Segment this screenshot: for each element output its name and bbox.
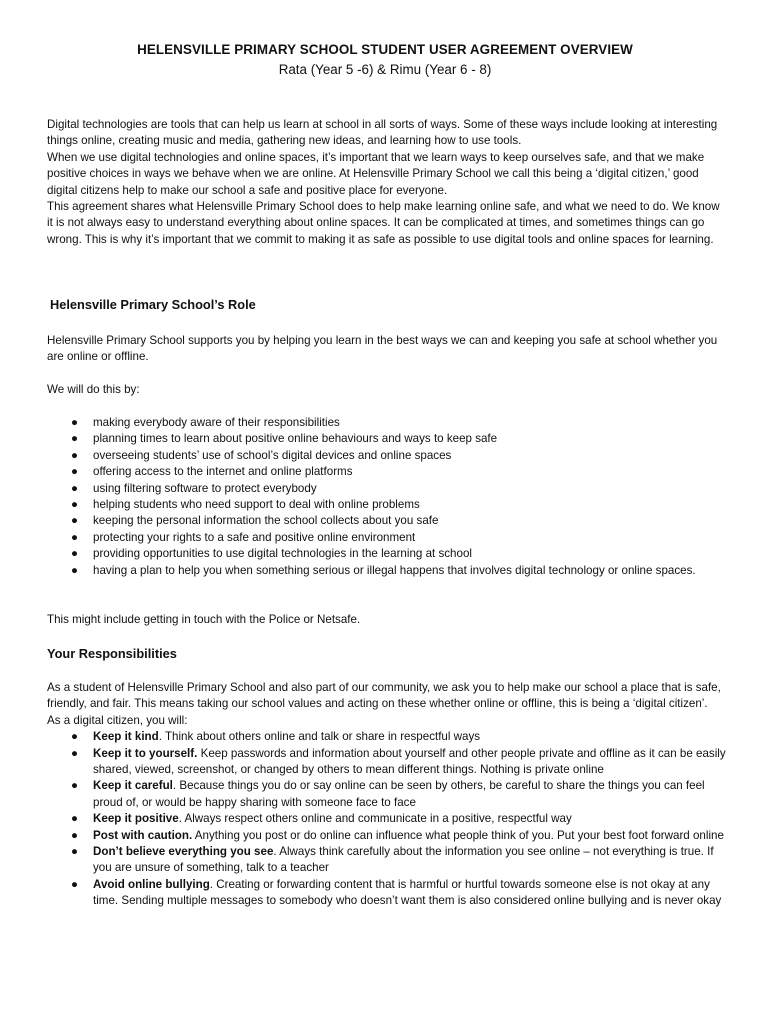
role-para-1: Helensville Primary School supports you by helping you learn in the best ways we can and keeping you safe at school whether you are online or offline. (47, 334, 718, 364)
list-item: ● helping students who need support to deal with online problems (47, 497, 727, 513)
bullet-icon: ● (71, 812, 79, 826)
role-heading: Helensville Primary School’s Role (50, 297, 256, 312)
list-item: ● making everybody aware of their responsibilities (47, 415, 727, 431)
role-closing: This might include getting in touch with the Police or Netsafe. (47, 613, 361, 626)
responsibilities-section (47, 680, 727, 910)
intro-paragraph-3: This agreement shares what Helensville Primary School does to help make learning online safe, and what we need to do. We know it is not always easy to understand everything about online spaces. It can be complicated at times, and sometimes things can go wrong. This is why it’s important that we commit to making it as safe as possible to use digital tools and online spaces for learning. (47, 200, 720, 246)
list-item: ● providing opportunities to use digital technologies in the learning at school (47, 546, 727, 562)
list-item: ● Keep it careful. Because things you do or say online can be seen by others, be careful to share the things you can feel proud of, or would be happy sharing with someone face to face (71, 779, 705, 809)
bullet-icon: ● (71, 481, 79, 495)
bullet-icon: ● (71, 416, 79, 429)
bullet-icon: ● (71, 465, 79, 479)
list-item: ● Keep it positive. Always respect others online and communicate in a positive, respectful way (47, 811, 727, 827)
list-item: ● Keep it kind. Think about others online and talk or share in respectful ways (47, 729, 727, 745)
list-item: ● keeping the personal information the school collects about you safe (47, 513, 727, 529)
bullet-icon: ● (71, 845, 79, 859)
role-list (47, 415, 727, 579)
bullet-icon: ● (71, 514, 79, 528)
list-item: ● Don’t believe everything you see. Always think carefully about the information you see online – not everything is true. If you are unsure of something, talk to a teacher (71, 845, 714, 875)
list-item: ● Post with caution. Anything you post or do online can influence what people think of you. Put your best foot forward online (47, 828, 727, 844)
bullet-icon: ● (71, 530, 79, 544)
list-item: ● planning times to learn about positive online behaviours and ways to keep safe (47, 431, 727, 447)
bullet-icon: ● (71, 563, 79, 577)
intro-section (47, 117, 727, 248)
bullet-icon: ● (71, 877, 79, 891)
list-item: ● using filtering software to protect everybody (47, 481, 727, 497)
list-item: ● having a plan to help you when something serious or illegal happens that involves digital technology or online spaces. (47, 563, 727, 579)
bullet-icon: ● (71, 730, 79, 744)
bullet-icon: ● (71, 779, 79, 793)
list-item: ● Keep it to yourself. Keep passwords and information about yourself and other people private and offline as it can be easily shared, viewed, screenshot, or changed by others to mean different things. Nothing is private online (71, 746, 726, 777)
responsibilities-heading: Your Responsibilities (47, 646, 177, 661)
list-item: ● Avoid online bullying. Creating or forwarding content that is harmful or hurtful towards someone else is not okay at any time. Sending multiple messages to somebody who doesn’t want them is also considered online bullying and is never okay (71, 877, 722, 908)
bullet-icon: ● (71, 828, 79, 842)
bullet-icon: ● (71, 547, 79, 561)
bullet-icon: ● (71, 746, 79, 760)
list-item: ● offering access to the internet and online platforms (47, 464, 727, 480)
bullet-icon: ● (71, 432, 79, 446)
intro-paragraph-1: Digital technologies are tools that can help us learn at school in all sorts of ways. Some of these ways include looking at interesting things online, creating music and media, gathering new ideas, and learning how to use tools. (47, 118, 718, 148)
responsibilities-para-1: As a student of Helensville Primary School and also part of our community, we ask you to help make our school a place that is safe, friendly, and fair. This means taking our school values and acting on these whether online or offline, this is being a ‘digital citizen’. (47, 681, 721, 711)
intro-paragraph-2: When we use digital technologies and online spaces, it’s important that we learn ways to keep ourselves safe, and that we make positive choices in ways we behave when we are online. At Helensville Primary School we call this being a ‘digital citizen,’ good digital citizens help to make our school a safe and positive place for everyone. (47, 150, 705, 197)
document-title: HELENSVILLE PRIMARY SCHOOL STUDENT USER AGREEMENT OVERVIEW (137, 42, 633, 57)
document-subtitle: Rata (Year 5 -6) & Rimu (Year 6 - 8) (278, 62, 492, 77)
responsibilities-para-2: As a digital citizen, you will: (47, 713, 188, 727)
bullet-icon: ● (71, 498, 79, 512)
list-item: ● overseeing students’ use of school’s digital devices and online spaces (47, 448, 727, 464)
bullet-icon: ● (71, 448, 79, 462)
list-item: ● protecting your rights to a safe and positive online environment (47, 530, 727, 546)
role-para-2: We will do this by: (47, 383, 140, 396)
